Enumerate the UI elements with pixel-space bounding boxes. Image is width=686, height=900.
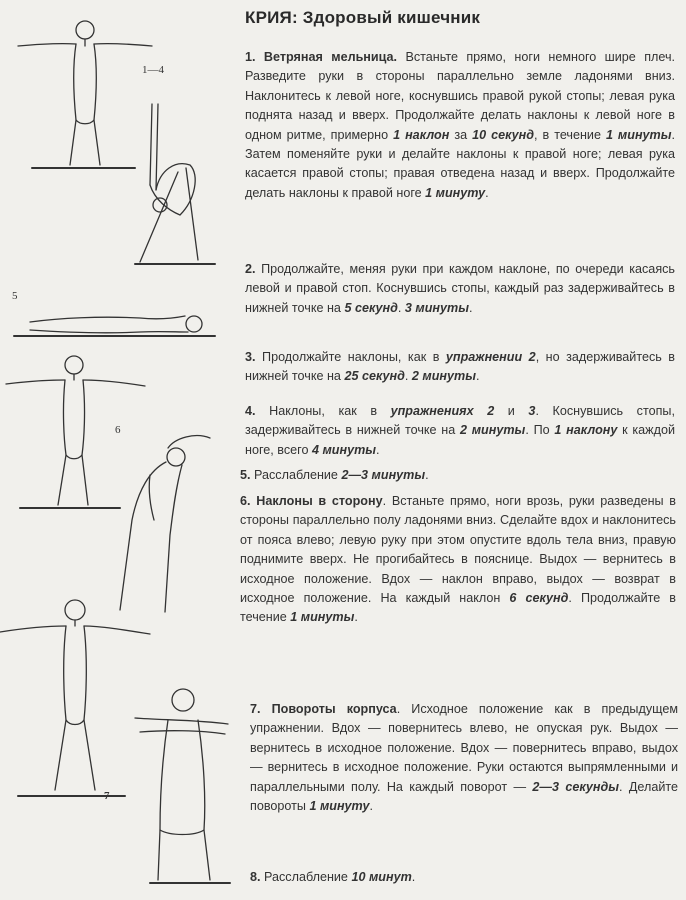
illustrations-column bbox=[0, 0, 240, 900]
item-name: Наклоны в сторону bbox=[256, 494, 383, 508]
figure-label-5: 5 bbox=[12, 290, 18, 302]
item-number: 6. bbox=[240, 494, 251, 508]
figure-side-bend bbox=[120, 436, 210, 612]
exercise-6: 6. Наклоны в сторону. Встаньте прямо, ноги врозь, руки разведены в стороны параллельно полу ладонями вниз. Сделайте вдох и наклонитесь от пояса влево; левую руку при этом опустите вдоль тела вниз, правую поднимите вверх. Не прогибайтесь в пояснице. Выдох — вернитесь в исходное положение. Вдох — наклон вправо, выдох — возврат в исходное положение. На каждый наклон 6 секунд. Продолжайте в течение 1 минуты. bbox=[240, 494, 676, 625]
figure-windmill-bend bbox=[135, 104, 215, 264]
exercise-7: 7. Повороты корпуса. Исходное положение как в предыдущем упражнении. Вдох — повернитесь влево, не опуская рук. Выдох — вернитесь в исходное положение. Вдох — повернитесь вправо, выдох — вернитесь в исходное положение. Руки остаются выпрямленными и параллельными полу. На каждый поворот — 2—3 секунды. Делайте повороты 1 минуту. bbox=[250, 702, 678, 814]
figure-lying-down bbox=[14, 316, 215, 336]
item-name: Повороты корпуса bbox=[271, 702, 397, 716]
exercise-2: 2. Продолжайте, меняя руки при каждом наклоне, по очереди касаясь левой и правой стоп. Коснувшись стопы, каждый раз задерживайтесь в нижней точке на 5 секунд. 3 минуты. bbox=[245, 262, 675, 315]
item-number: 5. bbox=[240, 468, 251, 482]
figure-standing-arms-out-3 bbox=[0, 600, 150, 796]
figure-standing-arms-out-1 bbox=[18, 21, 152, 168]
item-number: 2. bbox=[245, 262, 256, 276]
page-title: КРИЯ: Здоровый кишечник bbox=[245, 8, 481, 27]
exercise-1: 1. Ветряная мельница. Встаньте прямо, ноги немного шире плеч. Разведите руки в стороны параллельно земле ладонями вниз. Наклонитесь к левой ноге, коснувшись правой рукой стопы; левая рука поднята назад и вверх. Продолжайте делать наклоны к левой ноге в одном ритме, примерно 1 наклон за 10 секунд, в течение 1 минуты. Затем поменяйте руки и делайте наклоны к правой ноге; левая рука касается правой стопы; правая отведена назад и вверх. Продолжайте делать наклоны к правой ноге 1 минуту. bbox=[245, 50, 676, 200]
exercise-3: 3. Продолжайте наклоны, как в упражнении 2, но задерживайтесь в нижней точке на 25 секунд. 2 минуты. bbox=[245, 350, 675, 384]
exercise-figures bbox=[0, 0, 240, 900]
item-name: Ветряная мельница. bbox=[263, 50, 398, 64]
figure-label-1-4: 1—4 bbox=[142, 64, 164, 76]
item-number: 8. bbox=[250, 870, 261, 884]
exercise-4: 4. Наклоны, как в упражнениях 2 и 3. Коснувшись стопы, задерживайтесь в нижней точке на 2 минуты. По 1 наклону к каждой ноге, всего 4 минуты. bbox=[245, 404, 675, 457]
item-number: 3. bbox=[245, 350, 256, 364]
figure-twist bbox=[135, 689, 230, 883]
exercise-8: 8. Расслабление 10 минут. bbox=[250, 870, 416, 884]
exercise-5: 5. Расслабление 2—3 минуты. bbox=[240, 468, 429, 482]
item-number: 1. bbox=[245, 50, 256, 64]
item-number: 7. bbox=[250, 702, 261, 716]
figure-label-7: 7 bbox=[104, 790, 110, 802]
figure-standing-arms-out-2 bbox=[6, 356, 145, 508]
figure-label-6: 6 bbox=[115, 424, 121, 436]
item-number: 4. bbox=[245, 404, 256, 418]
